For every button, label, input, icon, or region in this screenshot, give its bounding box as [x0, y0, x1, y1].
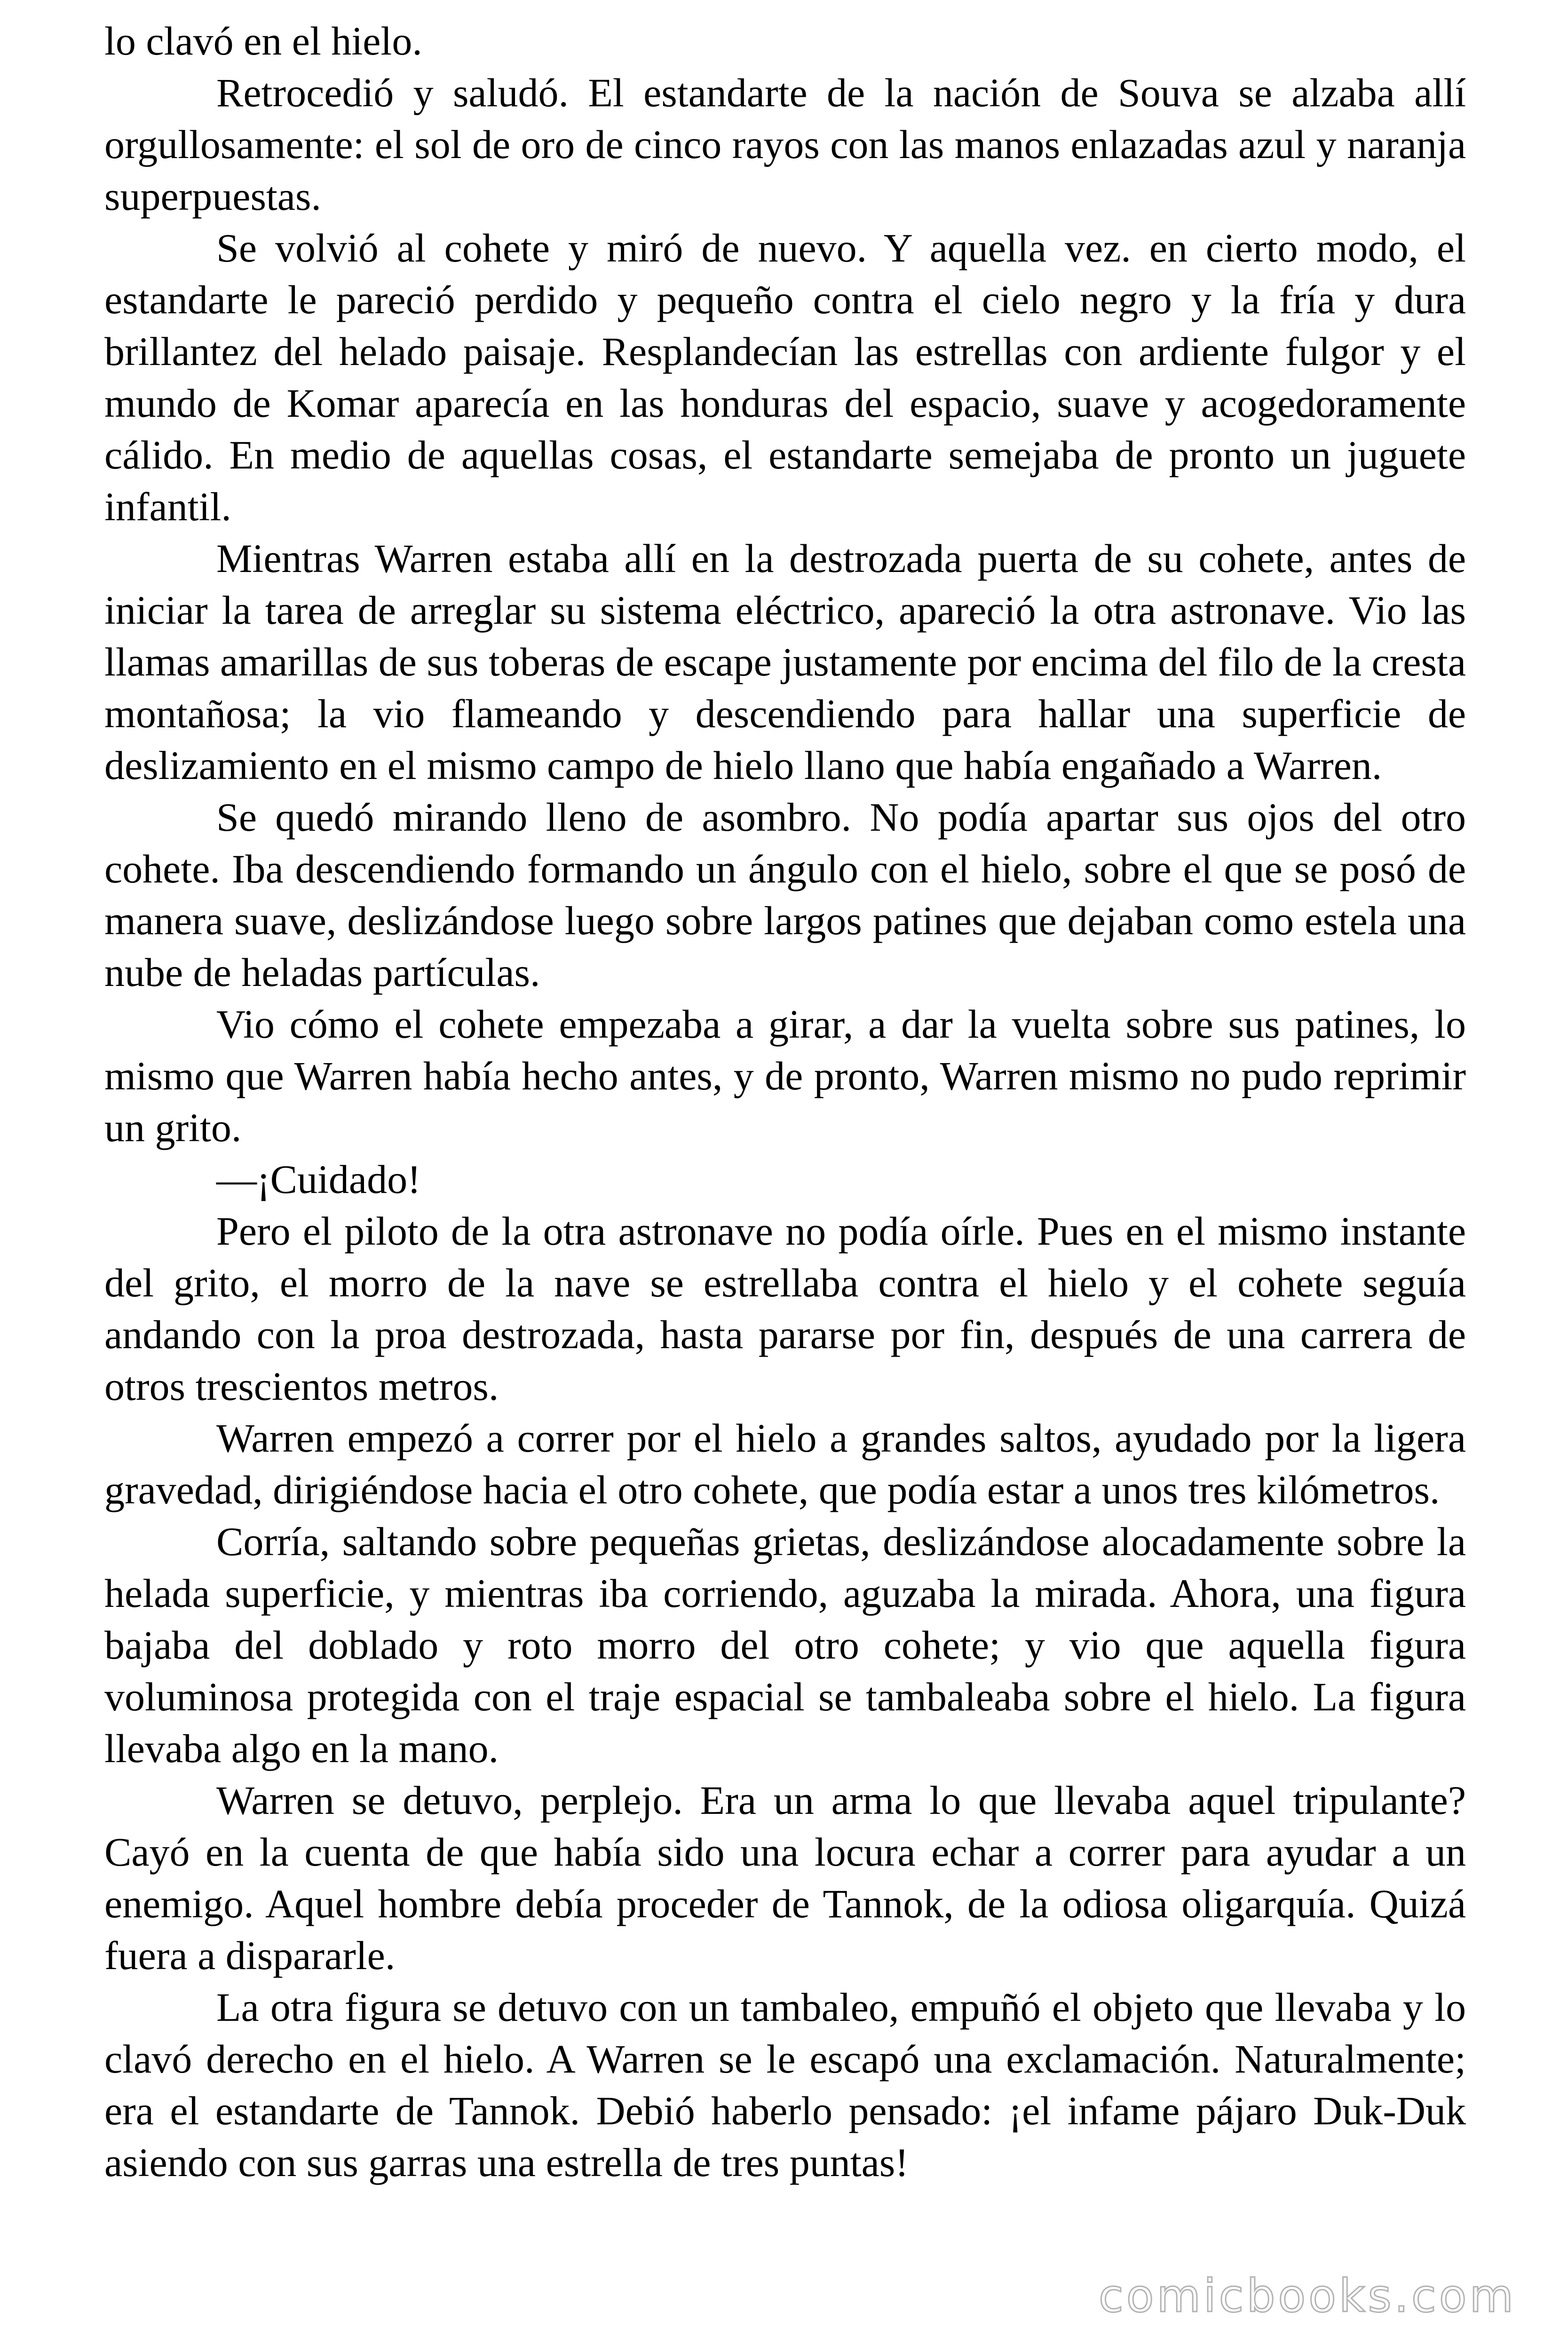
watermark: comicbooks.com: [1098, 2270, 1516, 2322]
paragraph: Corría, saltando sobre pequeñas grietas, deslizándose alocadamente sobre la helada superficie, y mientras iba corriendo, aguzaba la mirada. Ahora, una figura bajaba del doblado y roto morro del otro cohete; y vio que aquella figura voluminosa protegida con el traje espacial se tambaleaba sobre el hielo. La figura llevaba algo en la mano.: [104, 1519, 1466, 1771]
paragraph: Warren empezó a correr por el hielo a grandes saltos, ayudado por la ligera gravedad, dirigiéndose hacia el otro cohete, que podía estar a unos tres kilómetros.: [104, 1415, 1466, 1512]
paragraph: Retrocedió y saludó. El estandarte de la nación de Souva se alzaba allí orgullosamente: el sol de oro de cinco rayos con las manos enlazadas azul y naranja superpuestas.: [104, 70, 1466, 219]
paragraph: Se quedó mirando lleno de asombro. No podía apartar sus ojos del otro cohete. Iba descendiendo formando un ángulo con el hielo, sobre el que se posó de manera suave, deslizándose luego sobre largos patines que dejaban como estela una nube de heladas partículas.: [104, 795, 1466, 995]
paragraph: Warren se detuvo, perplejo. Era un arma lo que llevaba aquel tripulante? Cayó en la cuenta de que había sido una locura echar a correr para ayudar a un enemigo. Aquel hombre debía proceder de Tannok, de la odiosa oligarquía. Quizá fuera a dispararle.: [104, 1778, 1466, 1978]
paragraph: Vio cómo el cohete empezaba a girar, a dar la vuelta sobre sus patines, lo mismo que Warren había hecho antes, y de pronto, Warren mismo no pudo reprimir un grito.: [104, 1001, 1466, 1150]
paragraph: Pero el piloto de la otra astronave no podía oírle. Pues en el mismo instante del grito, el morro de la nave se estrellaba contra el hielo y el cohete seguía andando con la proa destrozada, hasta pararse por fin, después de una carrera de otros trescientos metros.: [104, 1208, 1466, 1409]
paragraph-continuation: lo clavó en el hielo.: [104, 18, 422, 64]
paragraph: Mientras Warren estaba allí en la destrozada puerta de su cohete, antes de iniciar la tarea de arreglar su sistema eléctrico, apareció la otra astronave. Vio las llamas amarillas de sus toberas de escape justamente por encima del filo de la cresta montañosa; la vio flameando y descendiendo para hallar una superficie de deslizamiento en el mismo campo de hielo llano que había engañado a Warren.: [104, 536, 1466, 788]
page-text: [104, 15, 1466, 2188]
dialogue-line: —¡Cuidado!: [216, 1157, 421, 1202]
paragraph: Se volvió al cohete y miró de nuevo. Y aquella vez. en cierto modo, el estandarte le pareció perdido y pequeño contra el cielo negro y la fría y dura brillantez del helado paisaje. Resplandecían las estrellas con ardiente fulgor y el mundo de Komar aparecía en las honduras del espacio, suave y acogedoramente cálido. En medio de aquellas cosas, el estandarte semejaba de pronto un juguete infantil.: [104, 225, 1466, 529]
paragraph: La otra figura se detuvo con un tambaleo, empuñó el objeto que llevaba y lo clavó derecho en el hielo. A Warren se le escapó una exclamación. Naturalmente; era el estandarte de Tannok. Debió haberlo pensado: ¡el infame pájaro Duk-Duk asiendo con sus garras una estrella de tres puntas!: [104, 1985, 1466, 2185]
